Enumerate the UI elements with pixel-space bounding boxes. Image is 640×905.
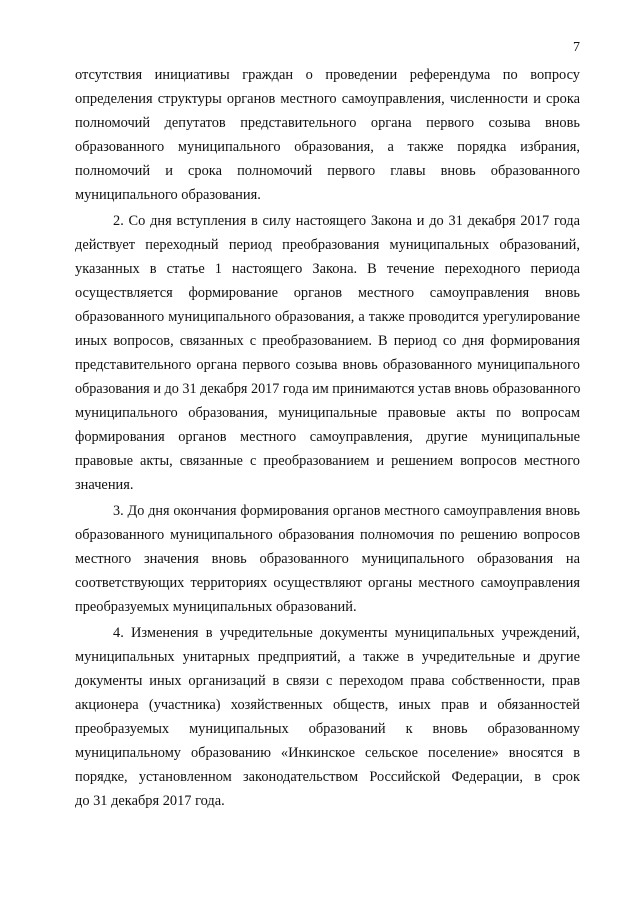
text-line: преобразуемых муниципальных образований. <box>75 599 357 615</box>
text-line: отсутствия инициативы граждан о проведении референдума по вопросу <box>75 67 580 83</box>
paragraph <box>75 621 580 813</box>
text-line: действует переходный период преобразования муниципальных образований, <box>75 237 580 253</box>
text-line: полномочий депутатов представительного органа первого созыва вновь <box>75 115 580 131</box>
page-number: 7 <box>573 40 580 55</box>
text-line: представительного органа первого созыва вновь образованного муниципального <box>75 357 580 373</box>
text-line: осуществляется формирование органов местного самоуправления вновь <box>75 285 580 301</box>
document-body <box>75 63 580 813</box>
text-line: муниципального образования, муниципальные правовые акты по вопросам <box>75 405 580 421</box>
text-line: образованного муниципального образования, а также проводится урегулирование <box>75 309 580 325</box>
text-line: 3. До дня окончания формирования органов местного самоуправления вновь <box>113 503 580 519</box>
text-line: муниципальных унитарных предприятий, а также в учредительные и другие <box>75 649 580 665</box>
text-line: муниципальному образованию «Инкинское сельское поселение» вносятся в <box>75 745 580 761</box>
text-line: полномочий и срока полномочий первого главы вновь образованного <box>75 163 580 179</box>
paragraph <box>75 63 580 207</box>
text-line: значения. <box>75 477 134 493</box>
text-line: определения структуры органов местного самоуправления, численности и срока <box>75 91 580 107</box>
text-line: образованного муниципального образования, а также порядка избрания, <box>75 139 580 155</box>
text-line: образованного муниципального образования полномочия по решению вопросов <box>75 527 580 543</box>
text-line: правовые акты, связанные с преобразованием и решением вопросов местного <box>75 453 580 469</box>
text-line: 4. Изменения в учредительные документы муниципальных учреждений, <box>113 625 580 641</box>
text-line: преобразуемых муниципальных образований к вновь образованному <box>75 721 580 737</box>
paragraph <box>75 209 580 497</box>
text-line: до 31 декабря 2017 года. <box>75 793 225 809</box>
text-line: иных вопросов, связанных с преобразованием. В период со дня формирования <box>75 333 580 349</box>
text-line: указанных в статье 1 настоящего Закона. В течение переходного периода <box>75 261 580 277</box>
text-line: местного значения вновь образованного муниципального образования на <box>75 551 580 567</box>
text-line: порядке, установленном законодательством Российской Федерации, в срок <box>75 769 580 785</box>
text-line: документы иных организаций в связи с переходом права собственности, прав <box>75 673 580 689</box>
text-line: 2. Со дня вступления в силу настоящего Закона и до 31 декабря 2017 года <box>113 213 580 229</box>
text-line: образования и до 31 декабря 2017 года им принимаются устав вновь образованного <box>75 381 580 397</box>
text-line: формирования органов местного самоуправления, другие муниципальные <box>75 429 580 445</box>
text-line: муниципального образования. <box>75 187 261 203</box>
paragraph <box>75 499 580 619</box>
text-line: соответствующих территориях осуществляют органы местного самоуправления <box>75 575 580 591</box>
text-line: акционера (участника) хозяйственных обществ, иных прав и обязанностей <box>75 697 580 713</box>
